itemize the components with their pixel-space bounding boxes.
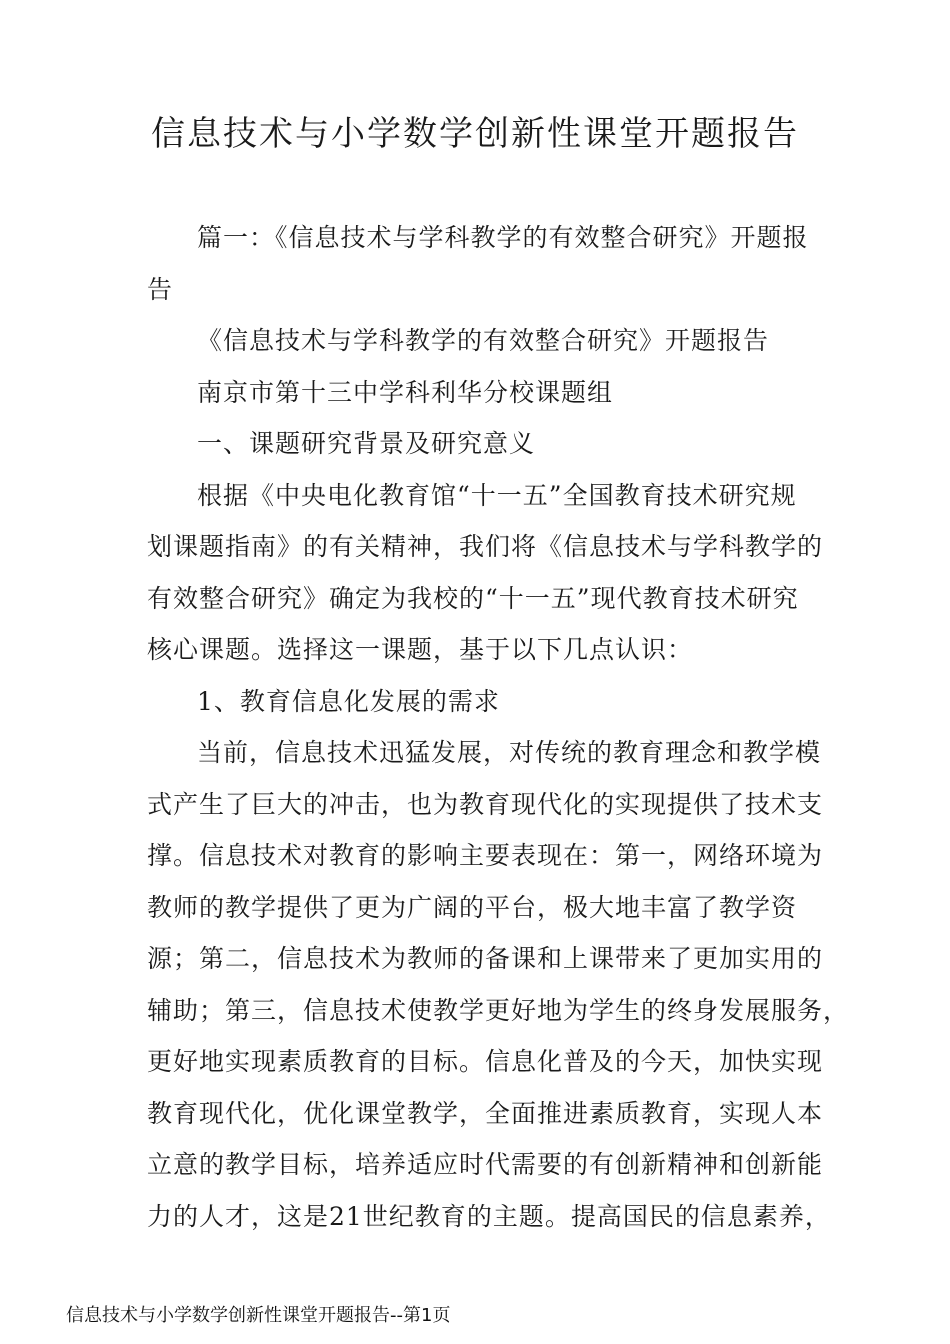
paragraph-line: 辅助；第三，信息技术使教学更好地为学生的终身发展服务， [147, 995, 850, 1025]
paragraph-line: 划课题指南》的有关精神，我们将《信息技术与学科教学的 [147, 532, 824, 561]
paragraph [147, 418, 837, 470]
paragraph [147, 367, 837, 419]
paragraph [147, 470, 837, 676]
paragraph-line: 撑。信息技术对教育的影响主要表现在：第一，网络环境为 [147, 841, 824, 870]
paragraph-line: 篇一：《信息技术与学科教学的有效整合研究》开题报 [197, 223, 809, 252]
paragraph-line: 力的人才，这是21世纪教育的主题。提高国民的信息素养， [147, 1201, 831, 1231]
paragraph-line: 式产生了巨大的冲击，也为教育现代化的实现提供了技术支 [147, 789, 824, 819]
paragraph-line: 告 [147, 274, 174, 304]
paragraph [147, 727, 850, 1242]
page-footer: 信息技术与小学数学创新性课堂开题报告--第1页 [66, 1305, 451, 1326]
paragraph-line: 教育现代化，优化课堂教学，全面推进素质教育，实现人本 [147, 1098, 824, 1128]
paragraph-line: 更好地实现素质教育的目标。信息化普及的今天，加快实现 [147, 1047, 824, 1076]
paragraph-line: 源；第二，信息技术为教师的备课和上课带来了更加实用的 [147, 944, 824, 973]
paragraph-line: 立意的教学目标，培养适应时代需要的有创新精神和创新能 [147, 1150, 824, 1179]
document-body [147, 212, 850, 1242]
paragraph [147, 212, 837, 315]
document-title: 信息技术与小学数学创新性课堂开题报告 [151, 114, 799, 154]
paragraph-line: 有效整合研究》确定为我校的“十一五”现代教育技术研究 [147, 583, 799, 613]
paragraph-line: 南京市第十三中学科利华分校课题组 [197, 377, 614, 407]
paragraph-line: 核心课题。选择这一课题，基于以下几点认识： [147, 635, 694, 664]
paragraph-line: 当前，信息技术迅猛发展，对传统的教育理念和教学模 [197, 738, 822, 767]
paragraph-line: 根据《中央电化教育馆“十一五”全国教育技术研究规 [197, 480, 797, 510]
paragraph-line: 一、课题研究背景及研究意义 [197, 429, 536, 458]
paragraph [147, 676, 837, 728]
paragraph-line: 1、教育信息化发展的需求 [197, 686, 500, 716]
paragraph [147, 315, 837, 367]
paragraph-line: 《信息技术与学科教学的有效整合研究》开题报告 [197, 326, 770, 355]
paragraph-line: 教师的教学提供了更为广阔的平台，极大地丰富了教学资 [147, 892, 798, 922]
